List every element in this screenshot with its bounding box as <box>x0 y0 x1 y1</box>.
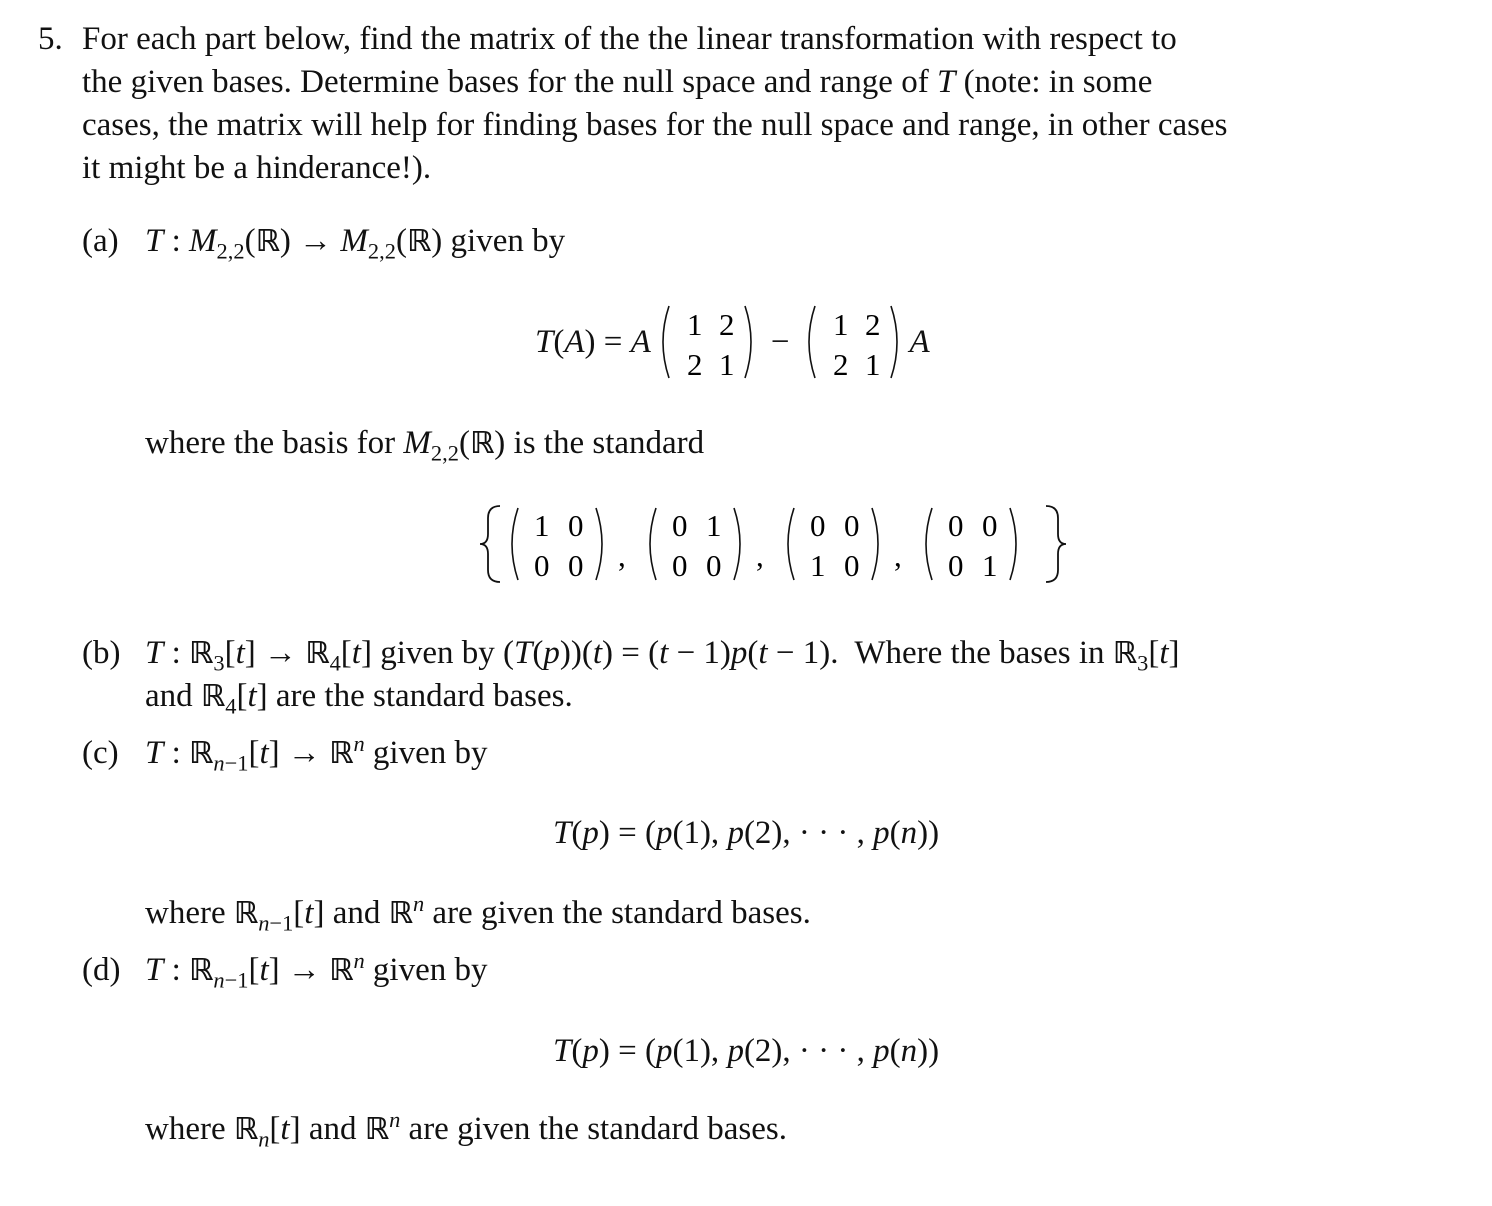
matrix-left-22: 1 <box>718 347 735 381</box>
intro-var-t: T <box>936 64 956 100</box>
svg-text:,: , <box>894 538 902 573</box>
basis-3-11: 0 <box>810 508 826 543</box>
problem-number: 5. <box>38 21 63 57</box>
part-d-statement: T : ℝ$_{n-1}$[t] → ℝ$^n$ given by <box>145 948 488 993</box>
basis-4-21: 0 <box>948 548 964 583</box>
part-c-where-end: are given the standard bases. <box>432 895 811 931</box>
basis-3-21: 1 <box>810 548 826 583</box>
intro-line-1: For each part below, find the matrix of the the linear transformation with respect to <box>82 21 1177 57</box>
part-b-line-2-text: are the standard bases. <box>275 678 573 714</box>
part-d-given-by: given by <box>372 952 488 988</box>
intro-line-2 <box>82 61 1152 104</box>
part-a-equation: T(A) = A 1 2 2 1 − 1 2 2 1 A <box>535 302 930 382</box>
part-a-where-text: where the basis for <box>145 425 396 461</box>
part-d-where-text: where <box>145 1111 226 1147</box>
basis-4-11: 0 <box>948 508 964 543</box>
basis-1-21: 0 <box>534 548 550 583</box>
matrix-left-21: 2 <box>686 347 703 381</box>
svg-text:,: , <box>756 538 764 573</box>
intro-line-3: cases, the matrix will help for finding bases for the null space and range, in other cases <box>82 107 1228 143</box>
part-b-where: Where the bases in <box>854 635 1105 671</box>
part-c-equation: T(p) = (p(1), p(2), · · · , p(n)) <box>553 815 940 851</box>
matrix-right <box>801 303 905 381</box>
part-a-where-end: is the standard <box>513 425 705 461</box>
intro-line-2-text: the given bases. Determine bases for the null space and range of <box>82 64 929 100</box>
svg-text:,: , <box>618 538 626 573</box>
matrix-left-11: 1 <box>686 307 703 342</box>
part-b-line-2: and ℝ$_4$[t] are the standard bases. <box>145 678 573 719</box>
part-a-statement: T : $M_{2,2}(ℝ)$ → $M_{2,2}(ℝ)$ given by <box>145 223 566 264</box>
part-c-where: where ℝ$_{n-1}$[t] and ℝ$^n$ are given the standard bases. <box>145 891 811 936</box>
matrix-left-12: 2 <box>718 307 735 342</box>
part-a-given-by: given by <box>450 223 566 259</box>
part-c-statement: T : ℝ$_{n-1}$[t] → ℝ$^n$ given by <box>145 731 488 776</box>
intro-line-2-note: (note: in some <box>963 64 1153 100</box>
matrix-right-22: 1 <box>865 347 881 381</box>
matrix-right-21: 2 <box>833 347 849 381</box>
part-b-line-1: T : ℝ$_3$[t] → ℝ$_4$[t] given by (T(p))(t) = (t − 1)p(t − 1). Where the bases in ℝ$_3$[t] <box>145 635 1180 676</box>
basis-1-22: 0 <box>568 548 584 583</box>
basis-3-12: 0 <box>844 508 860 543</box>
part-d-where: where ℝ$_n$[t] and ℝ$^n$ are given the standard bases. <box>145 1107 787 1152</box>
part-c-and: and <box>332 895 381 931</box>
part-a-where: where the basis for $M_{2,2}(ℝ)$ is the standard <box>145 425 705 466</box>
basis-4-12: 0 <box>982 508 998 543</box>
basis-2-22: 0 <box>706 548 722 583</box>
basis-2-11: 0 <box>672 508 688 543</box>
basis-2-12: 1 <box>706 508 722 543</box>
part-c-label: (c) <box>82 735 119 771</box>
basis-1-11: 1 <box>534 508 550 543</box>
part-c-where-text: where <box>145 895 226 931</box>
part-d-and: and <box>308 1111 357 1147</box>
part-d-label: (d) <box>82 952 121 988</box>
basis-4-22: 1 <box>982 548 998 583</box>
basis-2-21: 0 <box>672 548 688 583</box>
part-c-given-by: given by <box>372 735 488 771</box>
part-d-where-end: are given the standard bases. <box>408 1111 787 1147</box>
part-b-label: (b) <box>82 635 121 671</box>
part-d-equation: T(p) = (p(1), p(2), · · · , p(n)) <box>553 1033 940 1069</box>
matrix-right-12: 2 <box>865 307 881 342</box>
intro-line-4: it might be a hinderance!). <box>82 150 432 186</box>
matrix-left <box>655 303 759 381</box>
standard-basis-set <box>478 502 1078 586</box>
matrix-right-11: 1 <box>833 307 849 342</box>
basis-3-22: 0 <box>844 548 860 583</box>
part-b-given-by: given by <box>380 635 495 671</box>
part-b-and: and <box>145 678 193 714</box>
part-a-label: (a) <box>82 223 119 259</box>
basis-1-12: 0 <box>568 508 584 543</box>
